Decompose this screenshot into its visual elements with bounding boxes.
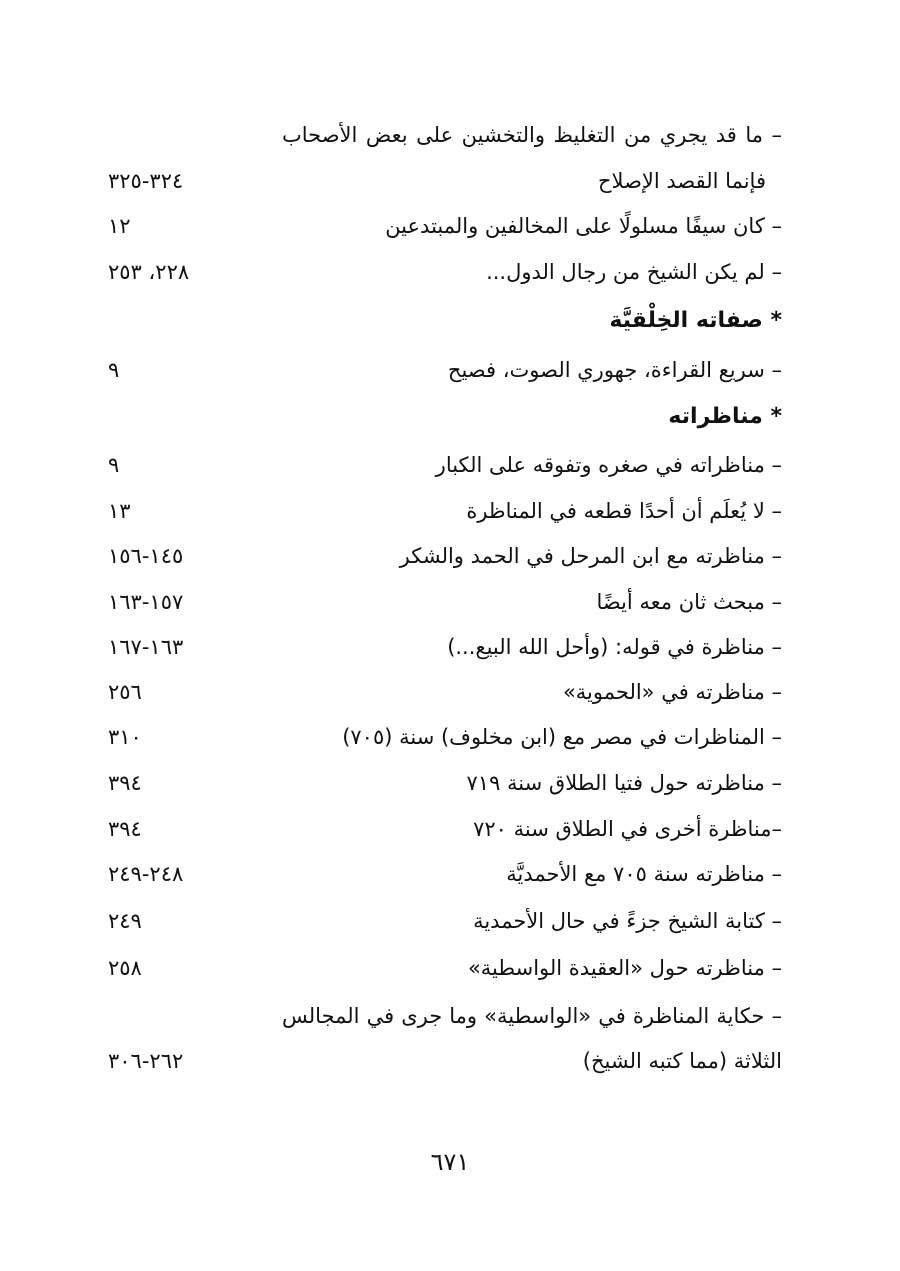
- index-entry: [0, 533, 900, 579]
- entry-pages: [108, 993, 238, 1039]
- entry-text: – مناظرته سنة ٧٠٥ مع الأحمديَّة: [506, 862, 782, 886]
- index-entry: [0, 624, 900, 670]
- entry-pages: ١٦٣-١٦٧: [108, 635, 184, 659]
- entry-pages: ٢٤٩: [108, 909, 142, 933]
- entry-pages: ٣٢٤-٣٢٥: [108, 169, 184, 193]
- entry-pages: ١٥٧-١٦٣: [108, 590, 184, 614]
- entry-text: الثلاثة (مما كتبه الشيخ): [582, 1049, 782, 1073]
- entry-text: – ما قد يجري من التغليظ والتخشين على بعض الأصحاب: [282, 123, 782, 147]
- section-heading: * صفاته الخِلْقيَّة: [609, 308, 782, 333]
- entry-text: – لا يُعلَم أن أحدًا قطعه في المناظرة: [466, 499, 782, 523]
- index-entry: [0, 945, 900, 991]
- index-entry: [0, 993, 900, 1039]
- entry-pages: ١٣: [108, 499, 131, 523]
- index-entry: [0, 714, 900, 760]
- entry-pages: ٢٢٨، ٢٥٣: [108, 260, 190, 284]
- entry-pages: ٢٥٨: [108, 956, 142, 980]
- entry-pages: ٢٦٢-٣٠٦: [108, 1049, 184, 1073]
- entry-text: – حكاية المناظرة في «الواسطية» وما جرى في المجالس: [282, 1004, 782, 1028]
- index-entry: [0, 579, 900, 625]
- index-entry: [0, 249, 900, 295]
- index-entry: [0, 1038, 900, 1084]
- entry-pages: ٩: [108, 358, 120, 382]
- entry-text: – مناظرة في قوله: (وأحل الله البيع...): [447, 635, 782, 659]
- index-entry: [0, 158, 900, 204]
- index-entry: [0, 203, 900, 249]
- entry-text: – كتابة الشيخ جزءً في حال الأحمدية: [473, 909, 782, 933]
- index-entry: [0, 806, 900, 852]
- entry-text: – مناظرته حول فتيا الطلاق سنة ٧١٩: [466, 771, 782, 795]
- entry-pages: [108, 112, 238, 158]
- entry-text: – مبحث ثان معه أيضًا: [596, 590, 782, 614]
- entry-pages: ٩: [108, 453, 120, 477]
- index-entry: [0, 669, 900, 715]
- section-heading-row: [0, 394, 900, 440]
- entry-pages: ٣١٠: [108, 725, 142, 749]
- entry-text: – المناظرات في مصر مع (ابن مخلوف) سنة (٧٠٥): [342, 725, 782, 749]
- page-number: ٦٧١: [430, 1148, 470, 1176]
- entry-text: – سريع القراءة، جهوري الصوت، فصيح: [447, 358, 782, 382]
- entry-text: – مناظرته حول «العقيدة الواسطية»: [467, 956, 782, 980]
- index-entry: [0, 442, 900, 488]
- section-heading-row: [0, 298, 900, 344]
- index-entry: [0, 112, 900, 158]
- entry-pages: ٢٤٨-٢٤٩: [108, 862, 184, 886]
- index-entry: [0, 488, 900, 534]
- entry-pages: ١٤٥-١٥٦: [108, 544, 184, 568]
- index-entry: [0, 760, 900, 806]
- entry-pages: ٣٩٤: [108, 817, 142, 841]
- entry-text: – كان سيفًا مسلولًا على المخالفين والمبتدعين: [385, 214, 782, 238]
- entry-text: – لم يكن الشيخ من رجال الدول...: [486, 260, 782, 284]
- entry-text: فإنما القصد الإصلاح: [598, 169, 766, 193]
- index-entry: [0, 347, 900, 393]
- index-entry: [0, 851, 900, 897]
- entry-text: – مناظرته في «الحموية»: [562, 680, 782, 704]
- section-heading: * مناظراته: [668, 404, 782, 429]
- entry-text: – مناظرته مع ابن المرحل في الحمد والشكر: [399, 544, 782, 568]
- entry-pages: ١٢: [108, 214, 131, 238]
- entry-pages: ٣٩٤: [108, 771, 142, 795]
- entry-pages: ٢٥٦: [108, 680, 142, 704]
- index-entry: [0, 898, 900, 944]
- entry-text: –مناظرة أخرى في الطلاق سنة ٧٢٠: [473, 817, 782, 841]
- entry-text: – مناظراته في صغره وتفوقه على الكبار: [435, 453, 782, 477]
